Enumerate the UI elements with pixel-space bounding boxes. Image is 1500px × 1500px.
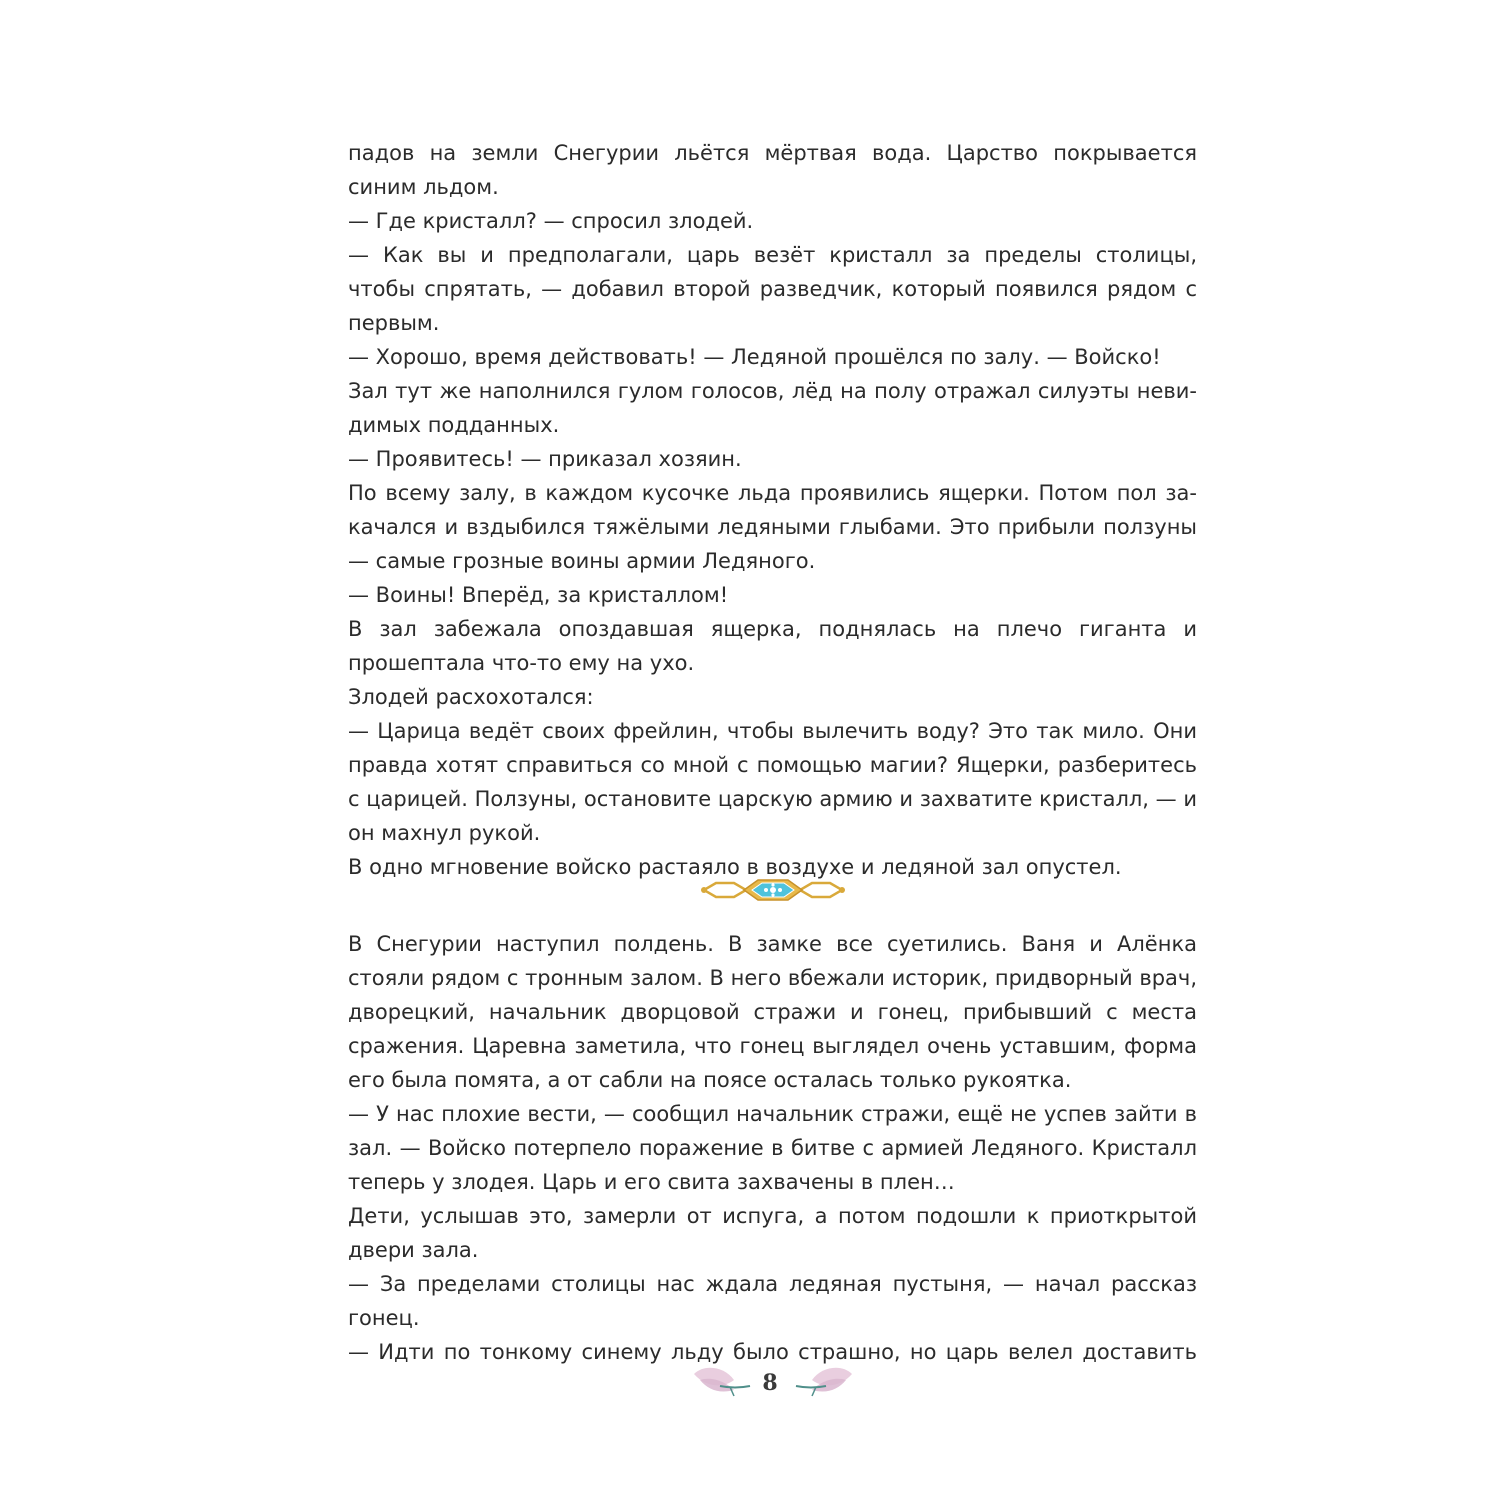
paragraph: Дети, услышав это, замерли от испуга, а потом подошли к приоткрытой двери зала. [348,1204,1197,1262]
paragraph: Злодей расхохотался: [348,685,594,709]
paragraph: — Хорошо, время действовать! — Ледяной прошёлся по залу. — Войско! [348,345,1161,369]
paragraph: — Воины! Вперёд, за кристаллом! [348,583,729,607]
paragraph: — Где кристалл? — спросил злодей. [348,209,754,233]
paragraph: падов на земли Снегурии льётся мёртвая вода. Царство покрывается синим льдом. [348,141,1197,199]
paragraph: Зал тут же наполнился гулом голосов, лёд на полу отражал силуэты невидимых подданных. [348,379,1197,437]
paragraph: По всему залу, в каждом кусочке льда проявились ящерки. Потом пол закачался и вздыбился тяжёлыми ледяными глыбами. Это прибыли ползуны — самые грозные воины армии Ледяного. [348,481,1197,573]
gold-diamond-ornament-icon [700,876,846,904]
text-section-2 [348,927,1197,1369]
paragraph: — За пределами столицы нас ждала ледяная пустыня, — начал рассказ гонец. [348,1272,1197,1330]
pink-flower-icon [796,1368,852,1396]
text-section-1 [348,136,1197,884]
paragraph: В зал забежала опоздавшая ящерка, поднялась на плечо гиганта и прошептала что-то ему на ухо. [348,617,1197,675]
paragraph: — Царица ведёт своих фрейлин, чтобы вылечить воду? Это так мило. Они правда хотят справиться со мной с помощью магии? Ящерки, разберитесь с царицей. Ползуны, остановите царскую армию и захватите кристалл, — и он махнул рукой. [348,719,1197,845]
paragraph: — Идти по тонкому синему льду было страшно, но царь велел доставить [348,1340,1197,1364]
paragraph: — У нас плохие вести, — сообщил начальник стражи, ещё не успев зайти в зал. — Войско потерпело поражение в битве с армией Ледяного. Кристалл теперь у злодея. Царь и его свита захвачены в плен… [348,1102,1197,1194]
paragraph: В Снегурии наступил полдень. В замке все суетились. Ваня и Алёнка стояли рядом с тронным залом. В него вбежали историк, придворный врач, дворецкий, начальник дворцовой стражи и гонец, прибывший с места сражения. Царевна заметила, что гонец выглядел очень уставшим, форма его была помята, а от сабли на поясе осталась только рукоятка. [348,932,1197,1092]
pink-flower-icon [694,1368,750,1396]
paragraph: — Как вы и предполагали, царь везёт кристалл за пределы столицы, чтобы спрятать, — добавил второй разведчик, который появился рядом с первым. [348,243,1197,335]
paragraph: В одно мгновение войско растаяло в воздухе и ледяной зал опустел. [348,855,1122,879]
page-number: 8 [762,1370,778,1396]
paragraph: — Проявитесь! — приказал хозяин. [348,447,742,471]
